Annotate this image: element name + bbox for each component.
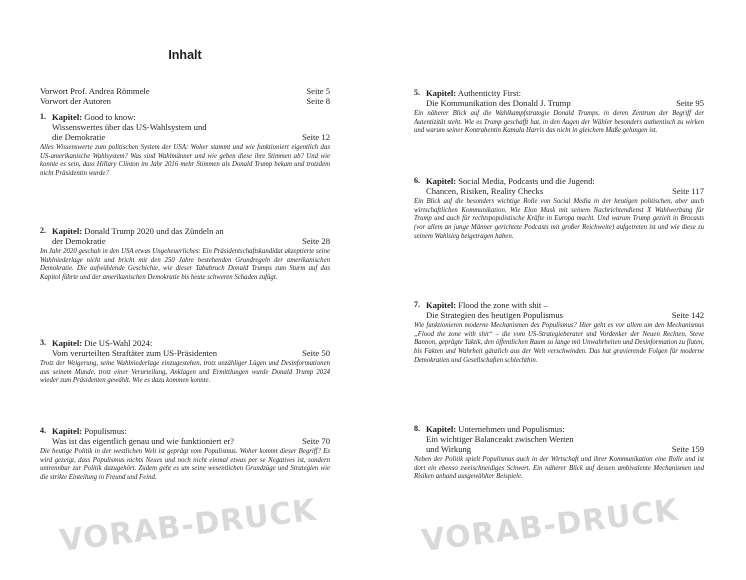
kapitel-label: Kapitel: <box>426 176 457 186</box>
kapitel-label: Kapitel: <box>426 424 457 434</box>
chapter-description: Ein Blick auf die besonders wichtige Rolle von Social Media in der heutigen politischen, aber auch wirtschaftlichen Kommunikation. Wie Elon Musk mit seinem Nachrichtendienst X Wahlwerbung für Trump und auch für rechtspopulistische Kräfte in Europa macht. Und warum Trump gezielt in Brocasts (vor allem an junge Männer gerichtete Podcasts mit großer Reichweite) aufgetreten ist und wie diese zu seinem Wahlsieg beigetragen haben. <box>414 198 704 240</box>
chapter-page: Seite 95 <box>676 98 704 108</box>
chapter-title-line: Social Media, Podcasts und die Jugend: <box>458 176 595 186</box>
chapter-page: Seite 142 <box>671 310 704 320</box>
front-matter-page: Seite 5 <box>306 86 330 96</box>
chapter-number: 8. <box>414 424 420 433</box>
chapter-title-line: Flood the zone with shit – <box>458 300 548 310</box>
page-title: Inhalt <box>168 48 202 62</box>
kapitel-label: Kapitel: <box>52 112 83 122</box>
chapter-number: 2. <box>40 226 46 235</box>
chapter-number: 3. <box>40 338 46 347</box>
chapter-title-line: Was ist das eigentlich genau und wie funktioniert er? <box>52 436 235 446</box>
chapter-page: Seite 12 <box>302 132 330 142</box>
front-matter-item <box>40 96 330 106</box>
chapter-page: Seite 70 <box>302 436 330 446</box>
chapter-title-line: Ein wichtiger Balanceakt zwischen Werten <box>426 434 574 444</box>
kapitel-label: Kapitel: <box>52 426 83 436</box>
chapter-title-line: der Demokratie <box>52 236 106 246</box>
chapter-8 <box>414 424 704 482</box>
chapter-title-line: Authenticity First: <box>457 88 522 98</box>
kapitel-label: Kapitel: <box>52 338 83 348</box>
chapter-page: Seite 50 <box>302 348 330 358</box>
chapter-title-line: Good to know: <box>84 112 136 122</box>
chapter-description: Trotz der Weigerung, seine Wahlniederlage einzugestehen, trotz unzähliger Lügen und Desinformationen aus seinem Munde, trotz einer Verurteilung, Anklagen und Ermittlungen wurde Donald Trump 2024 wieder zum Präsidenten gewählt. Wie es dazu kommen konnte. <box>40 360 330 385</box>
chapter-1 <box>40 112 330 179</box>
chapter-5 <box>414 88 704 136</box>
chapter-description: Die heutige Politik in der westlichen Welt ist geprägt vom Populismus. Woher kommt dieser Begriff? Es wird gezeigt, dass Populismus nichts Neues und noch nicht einmal etwas per se Negatives ist, sondern untrennbar zur Politik dazugehört. Zudem geht es um seine wesentlichen Grundzüge und Strategien wie die strikte Einteilung in Freund und Feind. <box>40 448 330 482</box>
front-matter-item <box>40 86 330 96</box>
chapter-number: 7. <box>414 300 420 309</box>
chapter-3 <box>40 338 330 386</box>
chapter-page: Seite 159 <box>671 444 704 454</box>
chapter-title-line: Chancen, Risiken, Reality Checks <box>426 186 544 196</box>
chapter-description: Neben der Politik spielt Populismus auch in der Wirtschaft und ihrer Kommunikation eine Rolle und ist dort ein ebenso zweischneidiges Schwert. Ein näherer Blick auf dessen ambivalente Mechanismen und Risiken anhand ausgewählter Beispiele. <box>414 456 704 481</box>
chapter-page: Seite 28 <box>302 236 330 246</box>
front-matter-label: Vorwort Prof. Andrea Römmele <box>40 86 150 96</box>
chapter-description: Im Jahr 2020 geschah in den USA etwas Ungeheuerliches: Ein Präsidentschaftskandidat akzeptierte seine Wahlniederlage nicht und bricht mit den 250 Jahre bestehenden Grundregeln der amerikanischen Demokratie. Die aufwühlende Geschichte, wie dieser Tabubruch Donald Trumps zum Sturm auf das Kapitol führte und der amerikanischen Demokratie bis heute schweren Schaden zufügt. <box>40 248 330 282</box>
chapter-title-line: Die Kommunikation des Donald J. Trump <box>426 98 571 108</box>
chapter-number: 5. <box>414 88 420 97</box>
chapter-4 <box>40 426 330 483</box>
chapter-title-line: Die US-Wahl 2024: <box>84 338 153 348</box>
kapitel-label: Kapitel: <box>52 226 83 236</box>
chapter-title-line: Donald Trump 2020 und das Zündeln an <box>84 226 224 236</box>
chapter-description: Alles Wissenswerte zum politischen System der USA: Woher stammt und wie funktioniert eigentlich das US-amerikanische Wahlsystem? Was sind Wahlmänner und wie geben diese ihre Stimmen ab? Und wie konnte es sein, dass Hillary Clinton im Jahr 2016 mehr Stimmen als Donald Trump bekam und trotzdem nicht Präsidentin wurde? <box>40 144 330 178</box>
front-matter <box>40 86 330 106</box>
chapter-title-line: und Wirkung <box>426 444 472 454</box>
chapter-title-line: Wissenswertes über das US-Wahlsystem und <box>52 122 207 132</box>
chapter-title-line: Vom verurteilten Straftäter zum US-Präsidenten <box>52 348 217 358</box>
chapter-page: Seite 117 <box>672 186 704 196</box>
chapter-description: Wie funktionieren moderne Mechanismen des Populismus? Hier geht es vor allem um den Mechanismus „Flood the zone with shit“ – die vom US-Strategieberater und Vordenker der Neuen Rechten, Steve Bannon, geprägte Taktik, den öffentlichen Raum so lange mit Unwahrheiten und Desinformation zu fluten, bis Fakten und Wahrheit gänzlich aus der Welt verschwinden. Das hat gravierende Folgen für moderne Demokratien und Gesellschaften schlechthin. <box>414 322 704 364</box>
front-matter-label: Vorwort der Autoren <box>40 96 111 106</box>
chapter-title-line: die Demokratie <box>52 132 106 142</box>
chapter-number: 1. <box>40 112 46 121</box>
chapter-number: 6. <box>414 176 420 185</box>
chapter-2 <box>40 226 330 283</box>
chapter-7 <box>414 300 704 366</box>
kapitel-label: Kapitel: <box>426 88 457 98</box>
front-matter-page: Seite 8 <box>306 96 330 106</box>
chapter-number: 4. <box>40 426 46 435</box>
chapter-description: Ein näherer Blick auf die Wahlkampfstrategie Donald Trumps, in deren Zentrum der Begriff der Autentizität steht. Wie es Trump geschafft hat, in den Augen der Wähler besonders authentisch zu wirken und warum seiner Kontrahentin Kamala Harris das nicht in gleichem Maße gelungen ist. <box>414 110 704 135</box>
chapter-title-line: Unternehmen und Populismus: <box>458 424 565 434</box>
watermark-stamp-left: VORAB-DRUCK <box>57 492 319 559</box>
watermark-stamp-right: VORAB-DRUCK <box>419 492 681 559</box>
kapitel-label: Kapitel: <box>426 300 457 310</box>
chapter-title-line: Die Strategien des heutigen Populismus <box>426 310 564 320</box>
chapter-6 <box>414 176 704 242</box>
chapter-title-line: Populismus: <box>84 426 127 436</box>
